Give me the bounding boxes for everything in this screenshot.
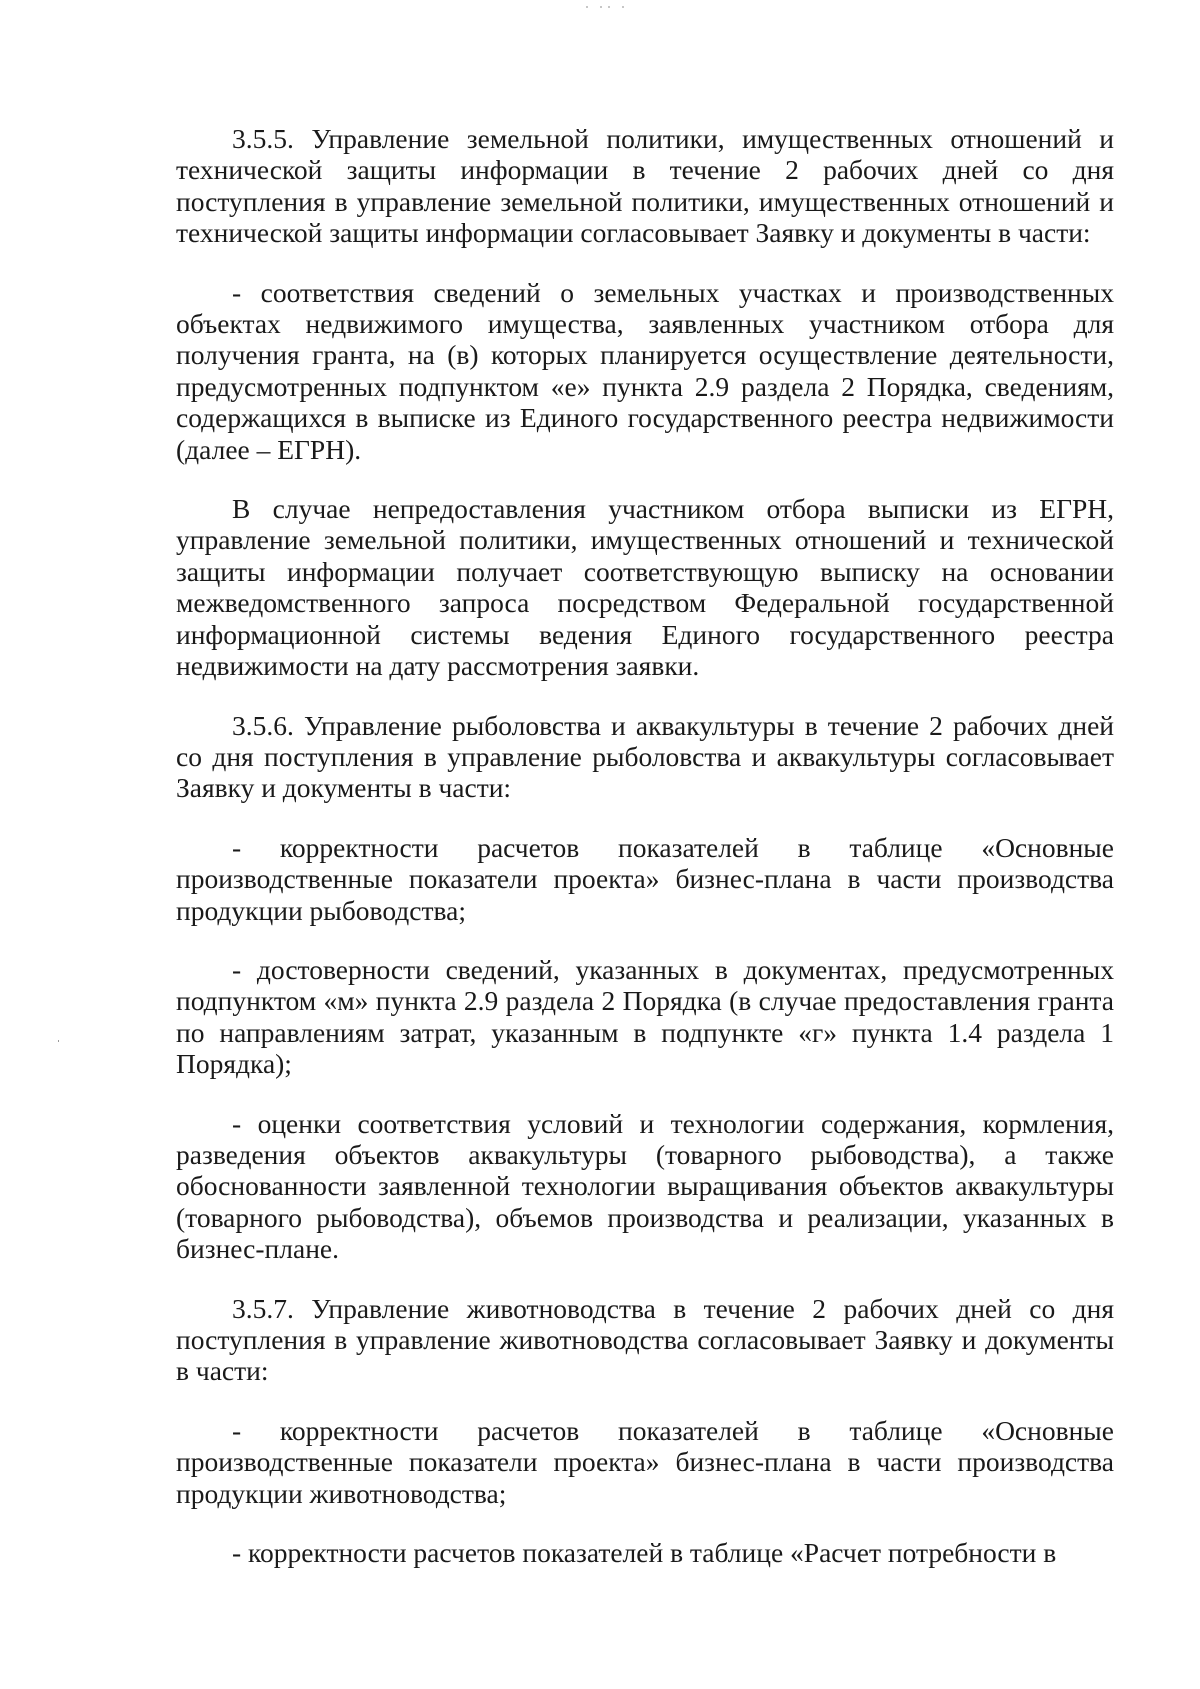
paragraph-section-3-5-5: 3.5.5. Управление земельной политики, имущественных отношений и технической защиты информации в течение 2 рабочих дней со дня поступления в управление земельной политики, имущественных отношений и технической защиты информации согласовывает Заявку и документы в части:	[176, 123, 1114, 249]
bullet-livestock-indicators: - корректности расчетов показателей в таблице «Основные производственные показатели проекта» бизнес-плана в части производства продукции животноводства;	[176, 1414, 1114, 1509]
bullet-aquaculture-technology-assessment: - оценки соответствия условий и технологии содержания, кормления, разведения объектов аквакультуры (товарного рыбоводства), а также обоснованности заявленной технологии выращивания объектов аквакультуры (товарного рыбоводства), объемов производства и реализации, указанных в бизнес-плане.	[176, 1107, 1114, 1265]
bullet-fish-farming-indicators: - корректности расчетов показателей в таблице «Основные производственные показатели проекта» бизнес-плана в части производства продукции рыбоводства;	[176, 831, 1114, 926]
paragraph-egrn-request: В случае непредоставления участником отбора выписки из ЕГРН, управление земельной политики, имущественных отношений и технической защиты информации получает соответствующую выписку на основании межведомственного запроса посредством Федеральной государственной информационной системы ведения Единого государственного реестра недвижимости на дату рассмотрения заявки.	[176, 493, 1114, 682]
document-body	[176, 123, 1114, 1568]
bullet-documents-reliability: - достоверности сведений, указанных в документах, предусмотренных подпунктом «м» пункта 2.9 раздела 2 Порядка (в случае предоставления гранта по направлениям затрат, указанным в подпункте «г» пункта 1.4 раздела 1 Порядка);	[176, 953, 1114, 1080]
scan-artifact-dots	[586, 6, 646, 10]
bullet-demand-calculation: - корректности расчетов показателей в таблице «Расчет потребности в	[232, 1537, 1057, 1569]
scan-artifact-mark	[58, 1040, 59, 1042]
paragraph-section-3-5-6: 3.5.6. Управление рыболовства и аквакультуры в течение 2 рабочих дней со дня поступления в управление рыболовства и аквакультуры согласовывает Заявку и документы в части:	[176, 709, 1114, 804]
bullet-land-plots-compliance: - соответствия сведений о земельных участках и производственных объектах недвижимого имущества, заявленных участником отбора для получения гранта, на (в) которых планируется осуществление деятельности, предусмотренных подпунктом «е» пункта 2.9 раздела 2 Порядка, сведениям, содержащихся в выписке из Единого государственного реестра недвижимости (далее – ЕГРН).	[176, 276, 1114, 465]
paragraph-section-3-5-7: 3.5.7. Управление животноводства в течение 2 рабочих дней со дня поступления в управление животноводства согласовывает Заявку и документы в части:	[176, 1292, 1114, 1387]
